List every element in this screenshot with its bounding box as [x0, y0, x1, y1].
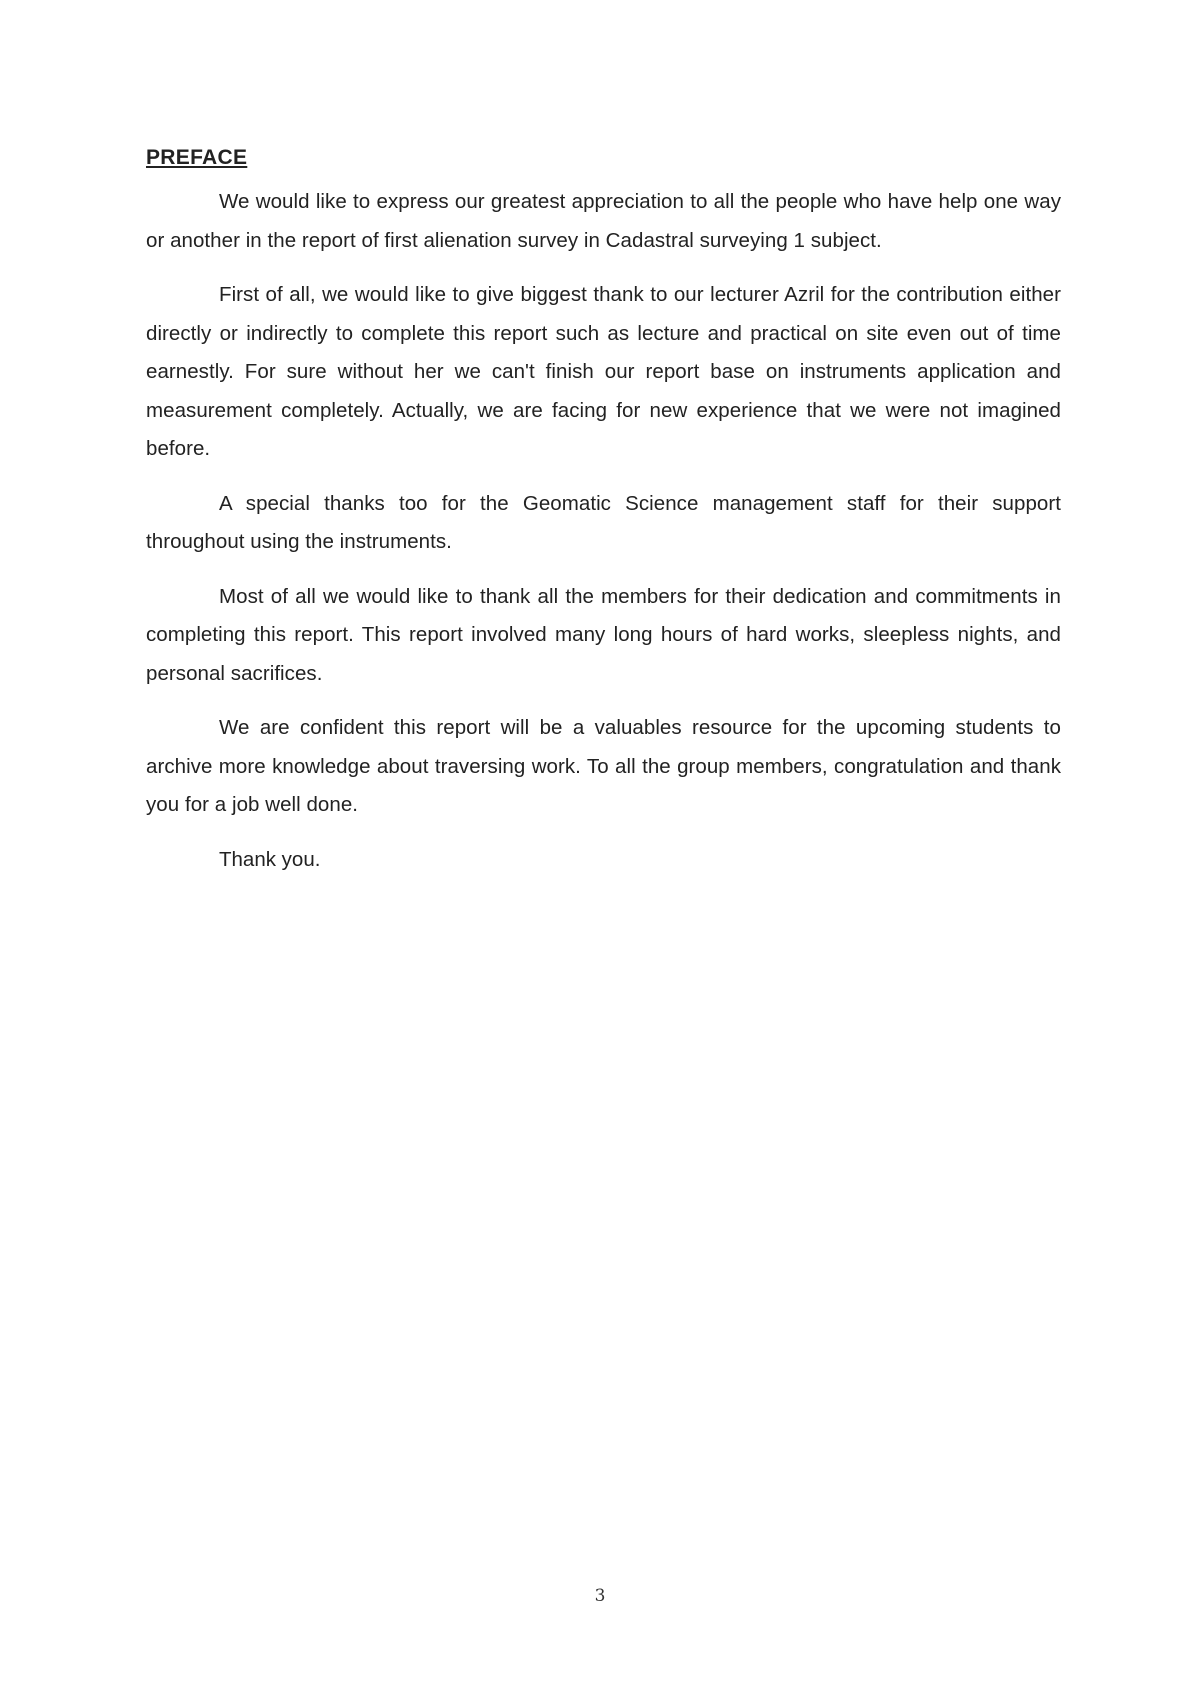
page-content [146, 143, 1061, 879]
paragraph-staff-thanks: A special thanks too for the Geomatic Science management staff for their support throughout using the instruments. [146, 491, 1061, 553]
paragraph-appreciation: We would like to express our greatest appreciation to all the people who have help one way or another in the report of first alienation survey in Cadastral surveying 1 subject. [146, 190, 1061, 252]
paragraph-members-thanks: Most of all we would like to thank all the members for their dedication and commitments in completing this report. This report involved many long hours of hard works, sleepless nights, and personal sacrifices. [146, 584, 1061, 685]
page-title: PREFACE [146, 146, 248, 169]
paragraph-confidence: We are confident this report will be a valuables resource for the upcoming students to archive more knowledge about traversing work. To all the group members, congratulation and thank you for a job well done. [146, 716, 1061, 816]
closing-line: Thank you. [219, 847, 321, 871]
page-number: 3 [594, 1586, 606, 1606]
paragraph-lecturer-thanks: First of all, we would like to give biggest thank to our lecturer Azril for the contribution either directly or indirectly to complete this report such as lecture and practical on site even out of time earnestly. For sure without her we can't finish our report base on instruments application and measurement completely. Actually, we are facing for new experience that we were not imagined before. [146, 283, 1061, 460]
